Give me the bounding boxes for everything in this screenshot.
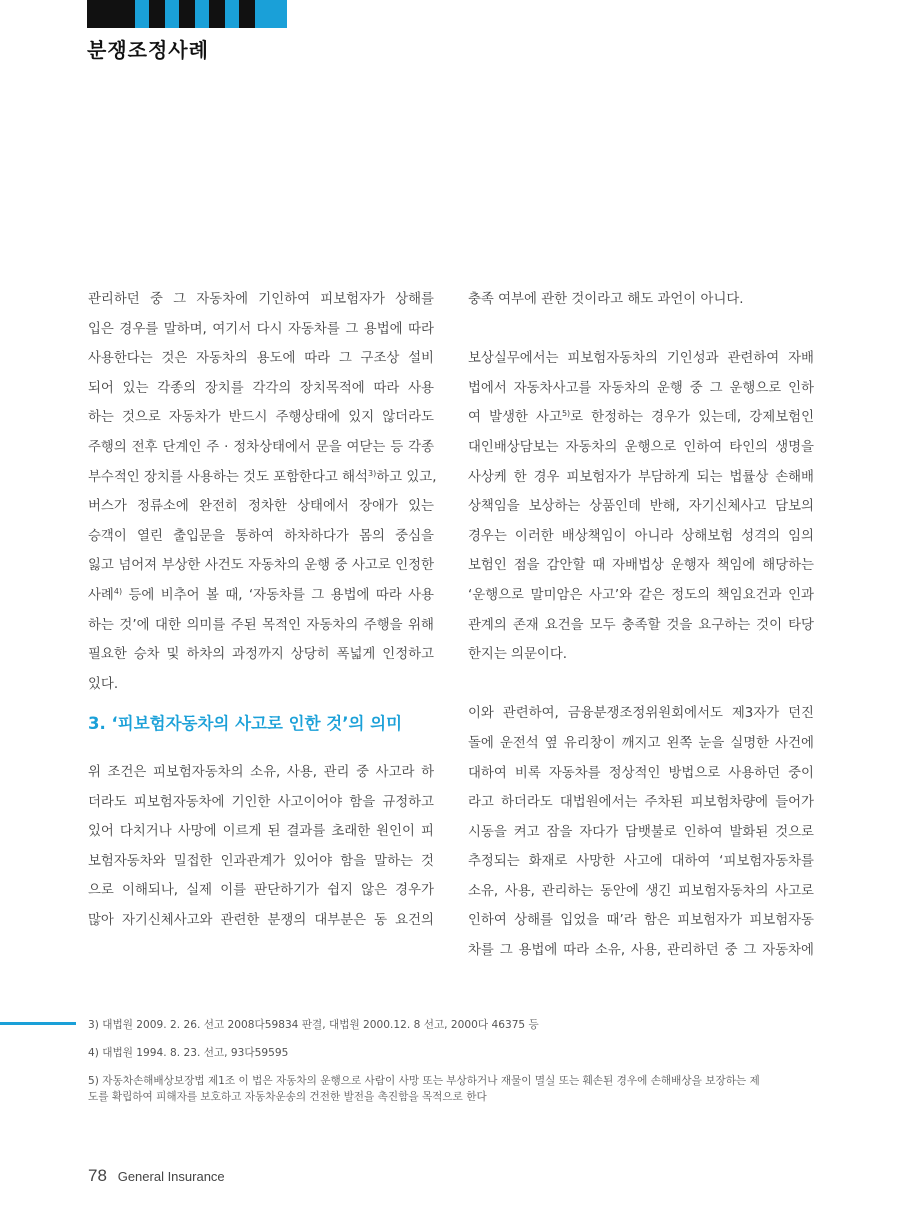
header-stripe-dark — [87, 0, 135, 28]
body-line: 되어 있는 각종의 장치를 각각의 장치목적에 따라 사용 — [88, 380, 434, 396]
body-line: 잃고 넘어져 부상한 사건도 자동차의 운행 중 사고로 인정한 — [88, 558, 434, 574]
body-line: 있어 다치거나 사망에 이르게 된 결과를 초래한 원인이 피 — [88, 824, 434, 840]
left-column — [88, 285, 437, 935]
footnote-ref-5[interactable]: 5) — [561, 409, 571, 419]
footnotes — [88, 1017, 818, 1117]
body-line: 위 조건은 피보험자동차의 소유, 사용, 관리 중 사고라 하 — [88, 764, 435, 780]
footnote-3: 3) 대법원 2009. 2. 26. 선고 2008다59834 판결, 대법원 2000.12. 8 선고, 2000다 46375 등 — [88, 1019, 539, 1031]
body-line: 인하여 상해를 입었을 때’라 함은 피보험자가 피보험자동 — [468, 913, 814, 929]
body-line-with-footnote — [88, 581, 434, 611]
body-line: 보험인 점을 감안할 때 자배법상 운행자 책임에 해당하는 — [468, 558, 814, 574]
body-line: 필요한 승차 및 하차의 과정까지 상당히 폭넓게 인정하고 — [88, 647, 434, 663]
header-stripe-bar — [87, 0, 287, 28]
body-line: 으로 이해되나, 실제 이를 판단하기가 쉽지 않은 경우가 — [88, 883, 434, 899]
header-stripe-blue — [255, 0, 287, 28]
body-line: 경우는 이러한 배상책임이 아니라 상해보험 성격의 임의 — [468, 528, 814, 544]
header-stripe-dark — [209, 0, 225, 28]
subsection-heading: 3. ‘피보험자동차의 사고로 인한 것’의 의미 — [88, 714, 403, 734]
header-stripe-blue — [165, 0, 179, 28]
paragraph-gap — [468, 670, 814, 700]
body-line-with-footnote — [468, 403, 814, 433]
body-line: 있다. — [88, 676, 119, 692]
body-line: 보험자동차와 밀접한 인과관계가 있어야 함을 말하는 것 — [88, 853, 434, 869]
body-line-with-footnote — [88, 463, 437, 493]
body-line: ‘운행으로 말미암은 사고’와 같은 정도의 책임요건과 인과 — [468, 587, 814, 603]
header-stripe-blue — [225, 0, 239, 28]
body-line: 법에서 자동차사고를 자동차의 운행 중 그 운행으로 인하 — [468, 380, 814, 396]
body-line: 충족 여부에 관한 것이라고 해도 과언이 아니다. — [468, 292, 744, 307]
body-line: 사상케 한 경우 피보험자가 부담하게 되는 법률상 손해배 — [468, 469, 814, 485]
body-line: 상책임을 보상하는 상품인데 반해, 자기신체사고 담보의 — [468, 499, 814, 515]
body-text: 사례 — [88, 587, 114, 603]
body-line: 라고 하더라도 대법원에서는 주차된 피보험차량에 들어가 — [468, 795, 814, 811]
footnote-5: 5) 자동차손해배상보장법 제1조 이 법은 자동차의 운행으로 사람이 사망 또는 부상하거나 재물이 멸실 또는 훼손된 경우에 손해배상을 보장하는 제 — [88, 1075, 760, 1087]
body-line: 보상실무에서는 피보험자동차의 기인성과 관련하여 자배 — [468, 351, 814, 367]
body-line: 관계의 존재 요건을 모두 충족할 것을 요구하는 것이 타당 — [468, 617, 814, 633]
header-stripe-blue — [135, 0, 149, 28]
body-line: 시동을 켜고 잠을 자다가 담뱃불로 인하여 발화된 것으로 — [468, 824, 814, 840]
body-line: 소유, 사용, 관리하는 동안에 생긴 피보험자동차의 사고로 — [468, 883, 814, 899]
right-column — [468, 285, 814, 966]
body-line: 차를 그 용법에 따라 소유, 사용, 관리하던 중 그 자동차에 — [468, 943, 814, 959]
body-text: 여 발생한 사고 — [468, 410, 562, 426]
body-line: 사용한다는 것은 자동차의 용도에 따라 그 구조상 설비 — [88, 351, 434, 367]
body-text: 로 한정하는 경우가 있는데, 강제보험인 — [570, 410, 815, 426]
footnote-5-continued: 도를 확립하여 피해자를 보호하고 자동차운송의 건전한 발전을 촉진함을 목적으로 한다 — [88, 1091, 487, 1103]
body-line: 하는 것’에 대한 의미를 주된 목적인 자동차의 주행을 위해 — [88, 617, 434, 633]
body-line: 한지는 의문이다. — [468, 647, 568, 663]
header-stripe-dark — [239, 0, 255, 28]
body-line: 관리하던 중 그 자동차에 기인하여 피보험자가 상해를 — [88, 292, 434, 307]
page-footer — [88, 1166, 225, 1186]
section-title: 분쟁조정사례 — [87, 38, 209, 62]
body-text: 등에 비추어 볼 때, ‘자동차를 그 용법에 따라 사용 — [122, 587, 434, 603]
body-line: 돌에 운전석 옆 유리창이 깨지고 왼쪽 눈을 실명한 사건에 — [468, 735, 814, 751]
body-line: 승객이 열린 출입문을 통하여 하차하다가 몸의 중심을 — [88, 528, 434, 544]
body-line: 많아 자기신체사고와 관련한 분쟁의 대부분은 동 요건의 — [88, 912, 434, 928]
body-line: 버스가 정류소에 완전히 정차한 상태에서 장애가 있는 — [88, 499, 434, 515]
body-line: 입은 경우를 말하며, 여기서 다시 자동차를 그 용법에 따라 — [88, 321, 434, 337]
page-number: 78 — [88, 1166, 107, 1185]
footnote-4: 4) 대법원 1994. 8. 23. 선고, 93다59595 — [88, 1047, 289, 1059]
body-line: 이와 관련하여, 금융분쟁조정위원회에서도 제3자가 던진 — [468, 706, 814, 722]
footnote-ref-3[interactable]: 3) — [368, 468, 377, 478]
body-line: 더라도 피보험자동차에 기인한 사고이어야 함을 규정하고 — [88, 794, 434, 810]
paragraph-gap — [468, 315, 814, 345]
header-stripe-dark — [149, 0, 165, 28]
body-line: 대하여 비록 자동차를 정상적인 방법으로 사용하던 중이 — [468, 765, 814, 781]
body-line: 추정되는 화재로 사망한 사고에 대하여 ‘피보험자동차를 — [468, 854, 814, 870]
header-stripe-blue — [195, 0, 209, 28]
footnote-rule — [0, 1022, 76, 1025]
body-line: 대인배상담보는 자동차의 운행으로 인하여 타인의 생명을 — [468, 439, 814, 455]
header-stripe-dark — [179, 0, 195, 28]
body-line: 주행의 전후 단계인 주 · 정차상태에서 문을 여닫는 등 각종 — [88, 439, 434, 455]
magazine-name: General Insurance — [117, 1169, 225, 1184]
footnote-ref-4[interactable]: 4) — [113, 586, 123, 596]
body-line: 하는 것으로 자동차가 반드시 주행상태에 있지 않더라도 — [88, 410, 434, 426]
body-text: 부수적인 장치를 사용하는 것도 포함한다고 해석 — [88, 469, 368, 485]
body-text: 하고 있고, — [376, 469, 437, 485]
